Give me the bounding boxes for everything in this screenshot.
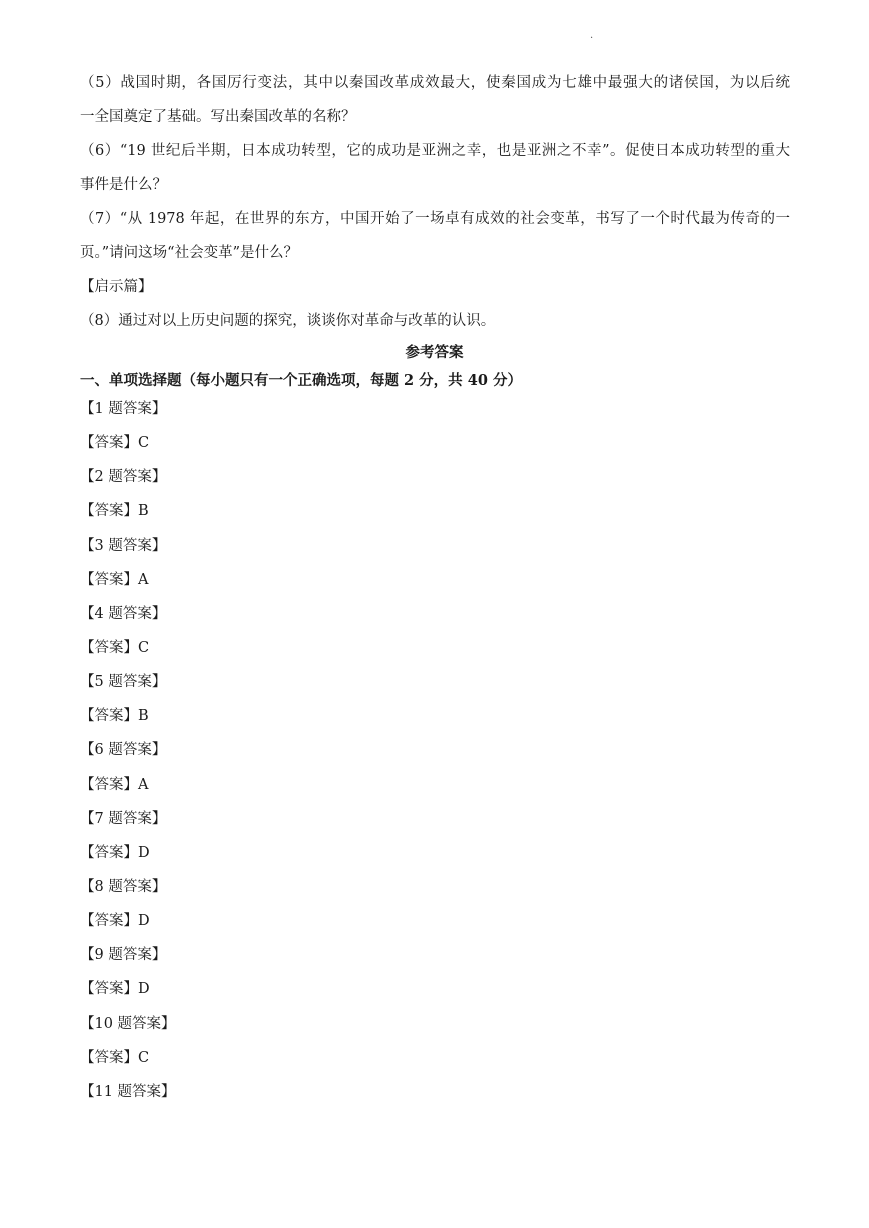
answer-value-3: 【答案】A <box>80 571 149 588</box>
answer-value-1: 【答案】C <box>80 435 150 452</box>
question-5-line-1: （5）战国时期，各国厉行变法，其中以秦国改革成效最大，使秦国成为七雄中最强大的诸侯国，为以后统 <box>80 75 790 91</box>
question-6-line-2: 事件是什么？ <box>80 177 167 193</box>
answer-label-11: 【11 题答案】 <box>80 1083 176 1100</box>
enlightenment-heading: 【启示篇】 <box>80 279 153 295</box>
question-6-line-1: （6）“19 世纪后半期，日本成功转型，它的成功是亚洲之幸，也是亚洲之不幸”。促使日本成功转型的重大 <box>80 143 790 159</box>
answer-key-title: 参考答案 <box>405 344 464 361</box>
answer-value-7: 【答案】D <box>80 844 150 861</box>
question-7-line-1: （7）“从 1978 年起，在世界的东方，中国开始了一场卓有成效的社会变革，书写了一个时代最为传奇的一 <box>80 211 790 227</box>
header-mark: . <box>590 30 594 41</box>
answer-value-4: 【答案】C <box>80 639 150 656</box>
answer-label-6: 【6 题答案】 <box>80 742 167 759</box>
answer-value-10: 【答案】C <box>80 1049 150 1066</box>
answer-value-2: 【答案】B <box>80 503 149 520</box>
answer-label-2: 【2 题答案】 <box>80 469 167 486</box>
question-block <box>80 66 790 338</box>
answer-label-10: 【10 题答案】 <box>80 1015 176 1032</box>
section-1-title: 一、单项选择题（每小题只有一个正确选项，每题 2 分，共 40 分） <box>80 372 522 389</box>
question-7-line-2: 页。”请问这场“社会变革”是什么？ <box>80 245 298 261</box>
question-5-line-2: 一全国奠定了基础。写出秦国改革的名称？ <box>80 109 356 125</box>
answer-value-9: 【答案】D <box>80 981 150 998</box>
answer-label-7: 【7 题答案】 <box>80 810 167 827</box>
answer-value-6: 【答案】A <box>80 776 149 793</box>
answer-list <box>80 392 500 1109</box>
answer-label-5: 【5 题答案】 <box>80 674 167 691</box>
answer-value-8: 【答案】D <box>80 913 150 930</box>
answer-label-3: 【3 题答案】 <box>80 537 167 554</box>
answer-label-8: 【8 题答案】 <box>80 878 167 895</box>
answer-value-5: 【答案】B <box>80 708 149 725</box>
question-8: （8）通过对以上历史问题的探究，谈谈你对革命与改革的认识。 <box>80 313 496 329</box>
answer-label-1: 【1 题答案】 <box>80 401 167 417</box>
answer-label-9: 【9 题答案】 <box>80 947 167 964</box>
answer-label-4: 【4 题答案】 <box>80 605 167 622</box>
